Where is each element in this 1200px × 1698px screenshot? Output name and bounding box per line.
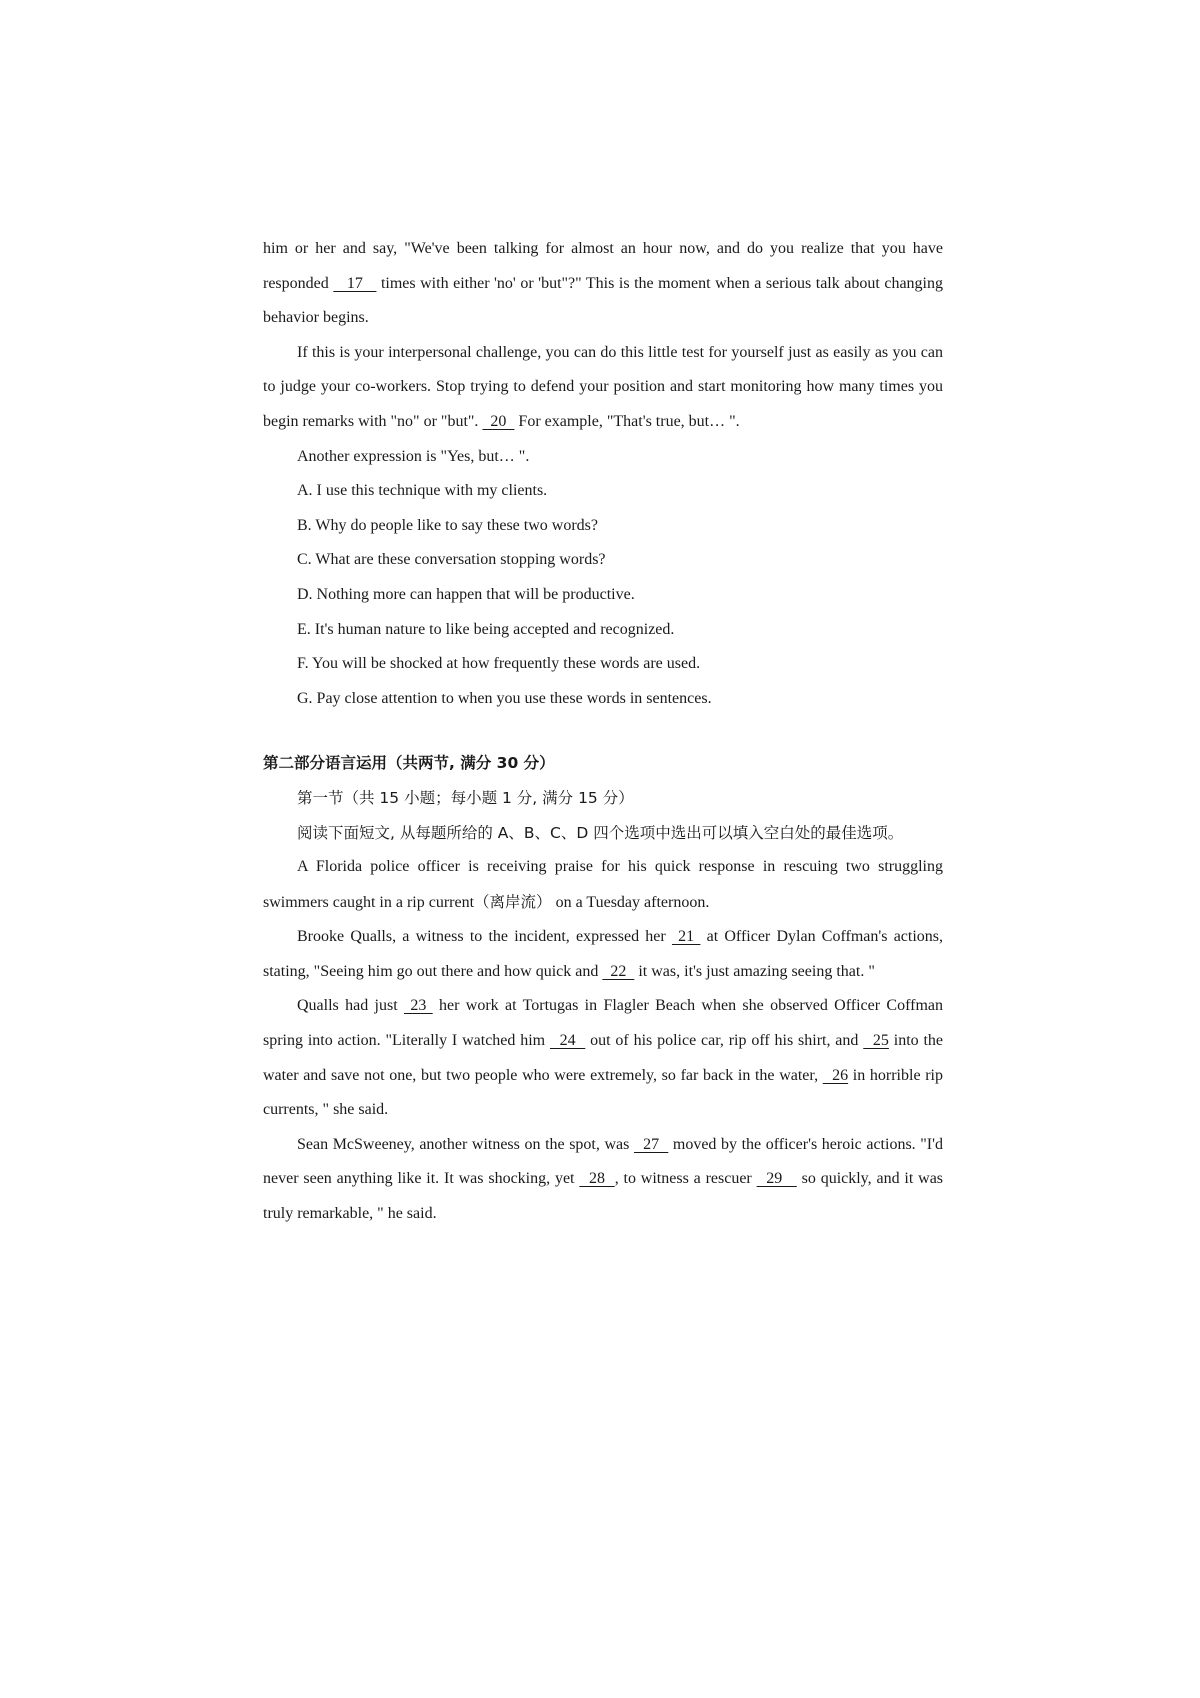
paragraph-text: times with either 'no' or 'but"?" This is the moment when a serious talk about changing behavior begins. (263, 274, 943, 327)
blank-26: 26 (822, 1066, 849, 1084)
cloze-paragraph-1 (263, 850, 943, 920)
paragraph-text: at Officer Dylan Coffman's actions, stating, "Seeing him go out there and how quick and (263, 928, 944, 980)
option-e: E. It's human nature to like being accepted and recognized. (297, 620, 675, 638)
blank-22: 22 (602, 962, 635, 980)
paragraph-text: If this is your interpersonal challenge, you can do this little test for yourself just as easily as you can to judge your co-workers. Stop trying to defend your position and start monitoring how many times you begin remarks with "no" or "but". (263, 343, 943, 430)
paragraph-text: into the water and save not one, but two people who were extremely, so far back in the water, (263, 1032, 944, 1084)
paragraph-text: in horrible rip currents, " she said. (263, 1066, 943, 1119)
blank-20: 20 (482, 412, 515, 430)
paragraph-text: A Florida police officer is receiving praise for his quick response in rescuing two struggling swimmers caught in a rip current (263, 858, 943, 911)
paragraph-text: so quickly, and it was truly remarkable, " he said. (263, 1170, 944, 1223)
option-list (263, 474, 943, 716)
section-gap (263, 716, 943, 746)
passage-paragraph (263, 336, 943, 440)
paragraph-text: , to witness a rescuer (614, 1170, 757, 1188)
blank-24: 24 (549, 1032, 586, 1050)
passage-paragraph-continued (263, 232, 943, 336)
option-g: G. Pay close attention to when you use these words in sentences. (297, 689, 712, 707)
option-a: A. I use this technique with my clients. (297, 482, 548, 500)
paragraph-text: Qualls had just (297, 997, 404, 1015)
blank-21: 21 (671, 928, 701, 946)
section1-heading: 第一节（共 15 小题；每小题 1 分, 满分 15 分） (297, 788, 634, 807)
option-f: F. You will be shocked at how frequently these words are used. (297, 655, 701, 673)
part2-heading: 第二部分语言运用（共两节, 满分 30 分） (263, 754, 555, 773)
option-b: B. Why do people like to say these two words? (297, 516, 598, 534)
cloze-paragraph-3 (263, 989, 943, 1127)
paragraph-text: her work at Tortugas in Flagler Beach when she observed Officer Coffman spring into action. "Literally I watched him (263, 997, 943, 1050)
paragraph-text: out of his police car, rip off his shirt, and (585, 1032, 864, 1050)
exam-page (263, 232, 943, 1232)
paragraph-text: on a Tuesday afternoon. (551, 893, 710, 911)
cloze-paragraph-4 (263, 1128, 943, 1232)
paragraph-text: moved by the officer's heroic actions. "I'd never seen anything like it. It was shocking, yet (263, 1135, 943, 1188)
option-c: C. What are these conversation stopping words? (297, 551, 606, 569)
blank-17: 17 (333, 274, 377, 292)
blank-28: 28 (579, 1170, 615, 1188)
paragraph-text: Sean McSweeney, another witness on the spot, was (297, 1135, 634, 1153)
paragraph-text: For example, "That's true, but… ". (514, 412, 740, 430)
blank-29: 29 (756, 1170, 797, 1188)
paragraph-text: him or her and say, "We've been talking for almost an hour now, and do you realize that you have responded (263, 240, 943, 292)
section1-instruction: 阅读下面短文, 从每题所给的 A、B、C、D 四个选项中选出可以填入空白处的最佳选项。 (297, 823, 904, 842)
paragraph-text: Brooke Qualls, a witness to the incident, expressed her (297, 928, 672, 946)
option-d: D. Nothing more can happen that will be productive. (297, 585, 635, 603)
chinese-gloss: （离岸流） (474, 892, 552, 911)
blank-27: 27 (633, 1135, 669, 1153)
paragraph-text: it was, it's just amazing seeing that. " (634, 962, 875, 980)
cloze-paragraph-2 (263, 920, 943, 989)
blank-23: 23 (404, 997, 433, 1015)
blank-25: 25 (863, 1032, 889, 1050)
passage-paragraph: Another expression is "Yes, but… ". (297, 447, 530, 465)
